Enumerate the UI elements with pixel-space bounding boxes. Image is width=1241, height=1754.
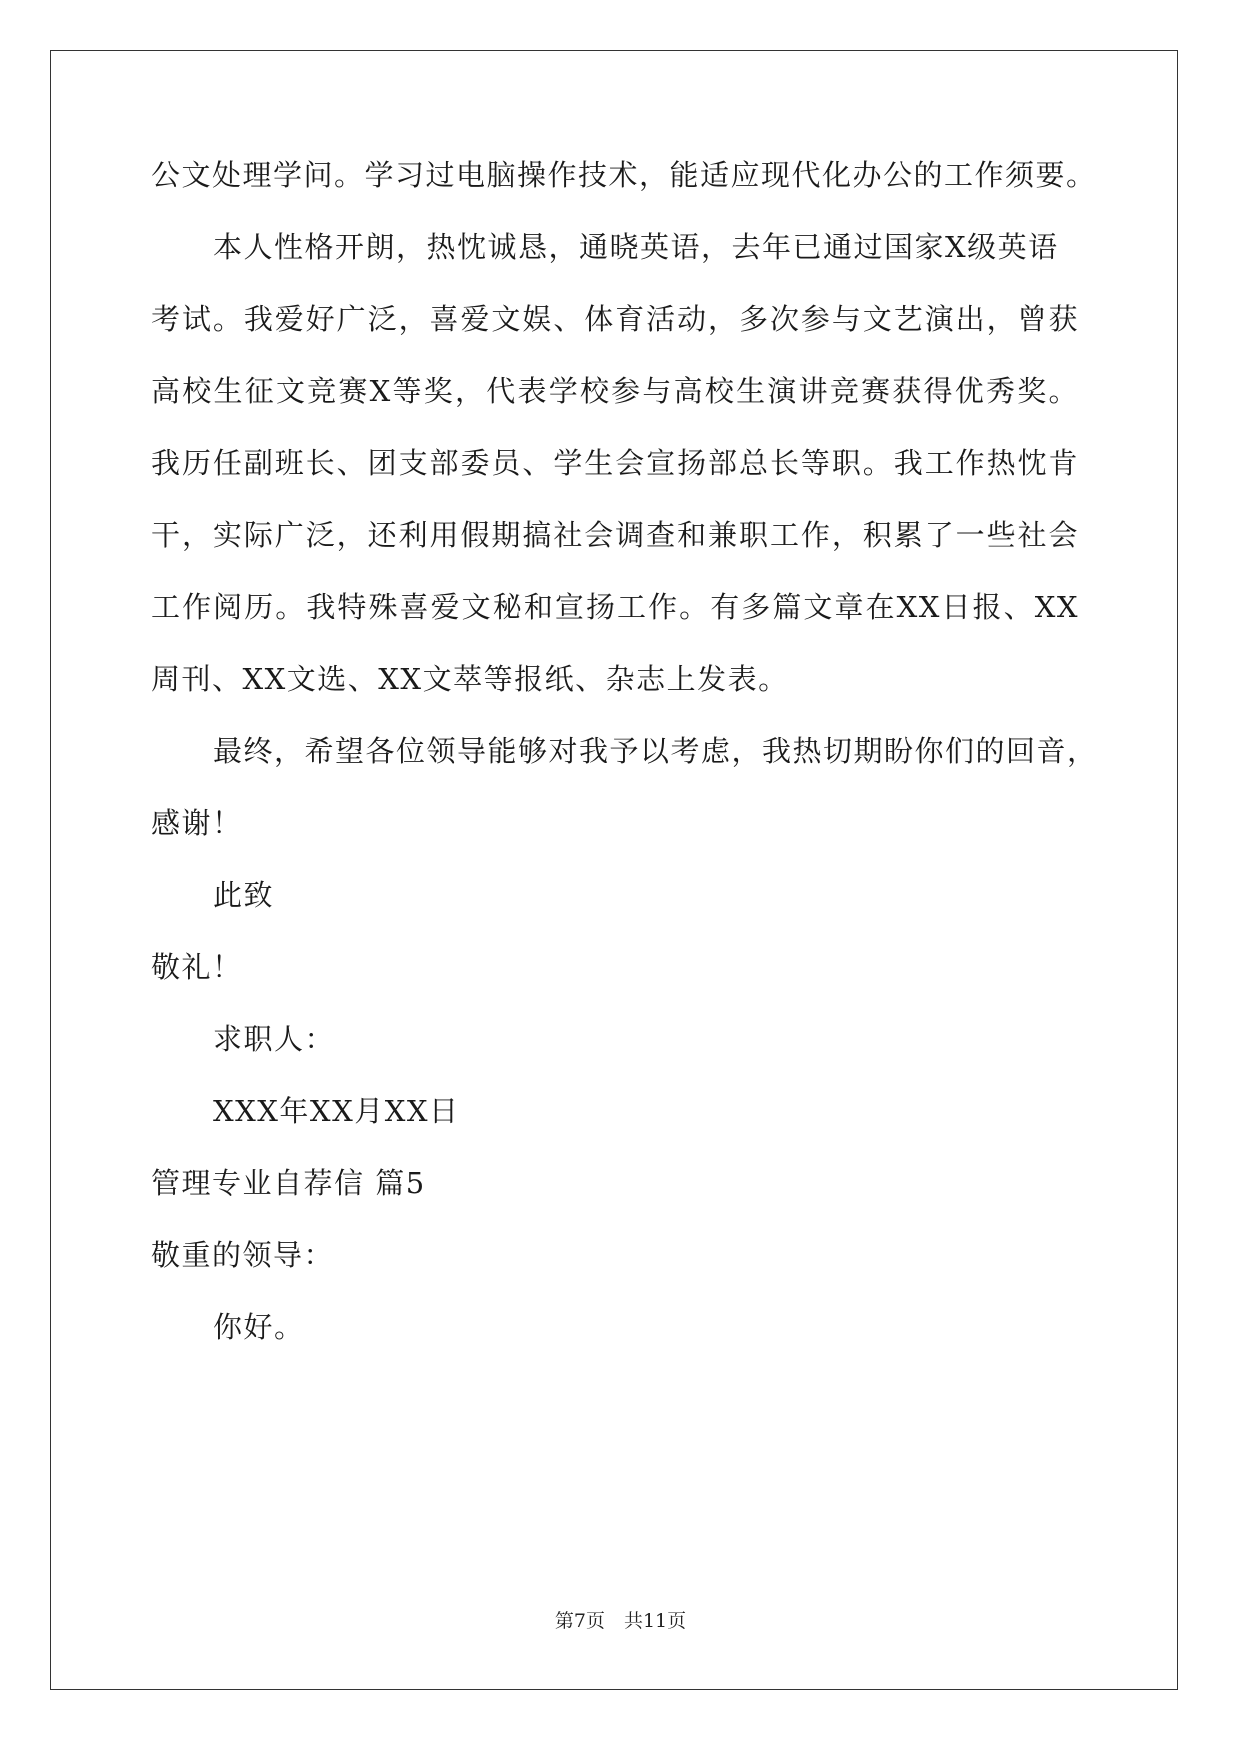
section-heading: 管理专业自荐信 篇5 <box>151 1166 426 1200</box>
body-line-5: 我历任副班长、团支部委员、学生会宣扬部总长等职。我工作热忱肯 <box>151 446 1079 480</box>
body-line-6: 干，实际广泛，还利用假期搞社会调查和兼职工作，积累了一些社会 <box>151 518 1079 552</box>
signature-label: 求职人： <box>213 1022 336 1056</box>
body-line-4: 高校生征文竞赛X等奖，代表学校参与高校生演讲竞赛获得优秀奖。 <box>151 374 1079 408</box>
signature-date: XXX年XX月XX日 <box>213 1094 460 1128</box>
body-line-9: 最终，希望各位领导能够对我予以考虑，我热切期盼你们的回音， <box>213 734 1098 768</box>
body-line-2: 本人性格开朗，热忱诚恳，通晓英语，去年已通过国家X级英语 <box>213 230 1059 264</box>
body-line-3: 考试。我爱好广泛，喜爱文娱、体育活动，多次参与文艺演出，曾获 <box>151 302 1079 336</box>
page-frame <box>50 50 1178 1690</box>
body-line-8: 周刊、XX文选、XX文萃等报纸、杂志上发表。 <box>151 662 789 696</box>
salutation-closing: 敬礼！ <box>151 950 243 984</box>
page-number-footer: 第7页 共11页 <box>554 1610 687 1632</box>
greeting-hello: 你好。 <box>213 1310 305 1344</box>
closing-phrase: 此致 <box>213 878 275 912</box>
body-line-10: 感谢！ <box>151 806 243 840</box>
body-line-1: 公文处理学问。学习过电脑操作技术，能适应现代化办公的工作须要。 <box>151 158 1097 192</box>
body-line-7: 工作阅历。我特殊喜爱文秘和宣扬工作。有多篇文章在XX日报、XX <box>151 590 1079 624</box>
greeting: 敬重的领导： <box>151 1238 335 1272</box>
